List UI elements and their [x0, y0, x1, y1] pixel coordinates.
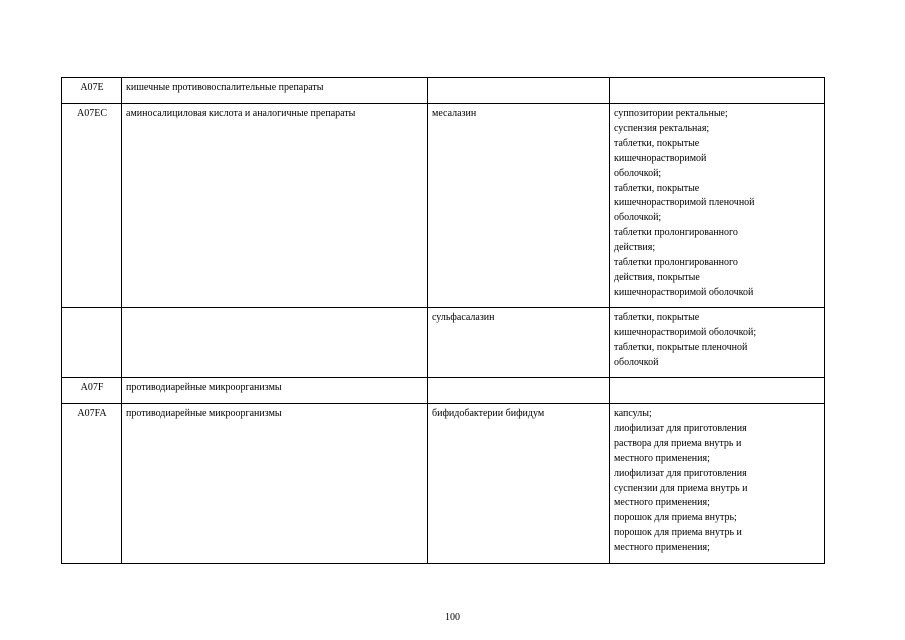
table-row [62, 378, 825, 404]
group-name-cell: аминосалициловая кислота и аналогичные препараты [122, 104, 428, 308]
table-row [62, 104, 825, 308]
atc-code-cell: A07E [62, 78, 122, 104]
drug-classification-table [61, 77, 825, 564]
table-row [62, 308, 825, 378]
substance-cell: сульфасалазин [428, 308, 610, 378]
table-row [62, 78, 825, 104]
dosage-forms-cell: таблетки, покрытые кишечнорастворимой оболочкой; таблетки, покрытые пленочной оболочкой [610, 308, 825, 378]
group-name-cell [122, 308, 428, 378]
atc-code-cell [62, 308, 122, 378]
substance-cell: месалазин [428, 104, 610, 308]
page-number: 100 [445, 612, 460, 623]
group-name-cell: кишечные противовоспалительные препараты [122, 78, 428, 104]
dosage-forms-cell: капсулы; лиофилизат для приготовления раствора для приема внутрь и местного применения; лиофилизат для приготовления суспензии для приема внутрь и местного применения; порошок для приема внутрь; порошок для приема внутрь и местного применения; [610, 404, 825, 564]
table-row [62, 404, 825, 564]
atc-code-cell: A07EC [62, 104, 122, 308]
substance-cell [428, 78, 610, 104]
atc-code-cell: A07FA [62, 404, 122, 564]
substance-cell [428, 378, 610, 404]
group-name-cell: противодиарейные микроорганизмы [122, 404, 428, 564]
dosage-forms-cell [610, 78, 825, 104]
dosage-forms-cell: суппозитории ректальные; суспензия ректальная; таблетки, покрытые кишечнорастворимой оболочкой; таблетки, покрытые кишечнорастворимой пленочной оболочкой; таблетки пролонгированного действия; таблетки пролонгированного действия, покрытые кишечнорастворимой оболочкой [610, 104, 825, 308]
substance-cell: бифидобактерии бифидум [428, 404, 610, 564]
group-name-cell: противодиарейные микроорганизмы [122, 378, 428, 404]
atc-code-cell: A07F [62, 378, 122, 404]
dosage-forms-cell [610, 378, 825, 404]
